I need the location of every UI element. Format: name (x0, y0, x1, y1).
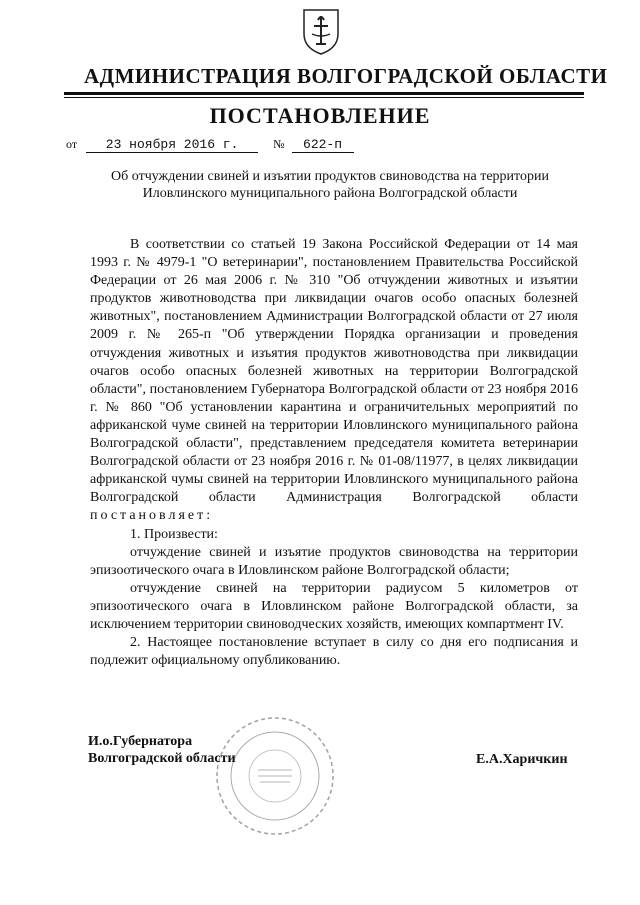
document-number: 622-п (292, 137, 354, 153)
coat-of-arms-icon (300, 4, 342, 56)
number-prefix: № (273, 137, 285, 151)
document-date: 23 ноября 2016 г. (86, 137, 258, 153)
document-subject (110, 168, 550, 202)
signatory-name: Е.А.Харичкин (476, 752, 568, 767)
document-type: ПОСТАНОВЛЕНИЕ (209, 103, 431, 128)
subject-line-2: Иловлинского муниципального района Волгоградской области (142, 186, 518, 201)
signatory-title (88, 733, 236, 767)
document-body (90, 236, 578, 670)
header-rule-thin (64, 97, 584, 98)
header-rule-thick (64, 92, 584, 95)
item-1-title: 1. Произвести: (130, 526, 218, 542)
item-1-b: отчуждение свиней на территории радиусом 5 километров от эпизоотического очага в Иловлинском районе Волгоградской области, за исключением территории свиноводческих хозяйств, имеющих компартмент IV. (90, 580, 578, 632)
preamble-paragraph (90, 236, 578, 526)
preamble-text: В соответствии со статьей 19 Закона Российской Федерации от 14 мая 1993 г. № 4979-1 "О ветеринарии", постановлением Правительства Российской Федерации от 26 мая 2006 г. № 310 "Об отчуждении животных и изъятии продуктов животноводства при ликвидации очагов особо опасных болезней животных", постановлением Администрации Волгоградской области от 27 июля 2009 г. № 265-п "Об утверждении Порядка организации и проведения отчуждения животных и изъятия продуктов животноводства при ликвидации очагов особо опасных болезней животных на территории Волгоградской области", постановлением Губернатора Волгоградской области от 23 ноября 2016 г. № 860 "Об установлении карантина и ограничительных мероприятий по африканской чуме свиней на территории Иловлинского муниципального района Волгоградской области", представлением председателя комитета ветеринарии Волгоградской области от 23 ноября 2016 г. № 01-08/11977, в целях ликвидации африканской чумы свиней на территории Иловлинского муниципального района Волгоградской области Администрация Волгоградской области (90, 237, 578, 506)
signatory-title-line-2: Волгоградской области (88, 751, 236, 766)
document-meta (66, 137, 354, 153)
date-prefix: от (66, 137, 78, 151)
signatory-title-line-1: И.о.Губернатора (88, 734, 193, 749)
resolves-word: постановляет: (90, 508, 214, 524)
subject-line-1: Об отчуждении свиней и изъятии продуктов свиноводства на территории (111, 169, 549, 184)
item-1-a: отчуждение свиней и изъятие продуктов свиноводства на территории эпизоотического очага в Иловлинском районе Волгоградской области; (90, 544, 578, 578)
item-2: 2. Настоящее постановление вступает в силу со дня его подписания и подлежит официальному опубликованию. (90, 635, 578, 669)
official-stamp-icon (210, 712, 340, 840)
organization-name: АДМИНИСТРАЦИЯ ВОЛГОГРАДСКОЙ ОБЛАСТИ (84, 64, 608, 88)
